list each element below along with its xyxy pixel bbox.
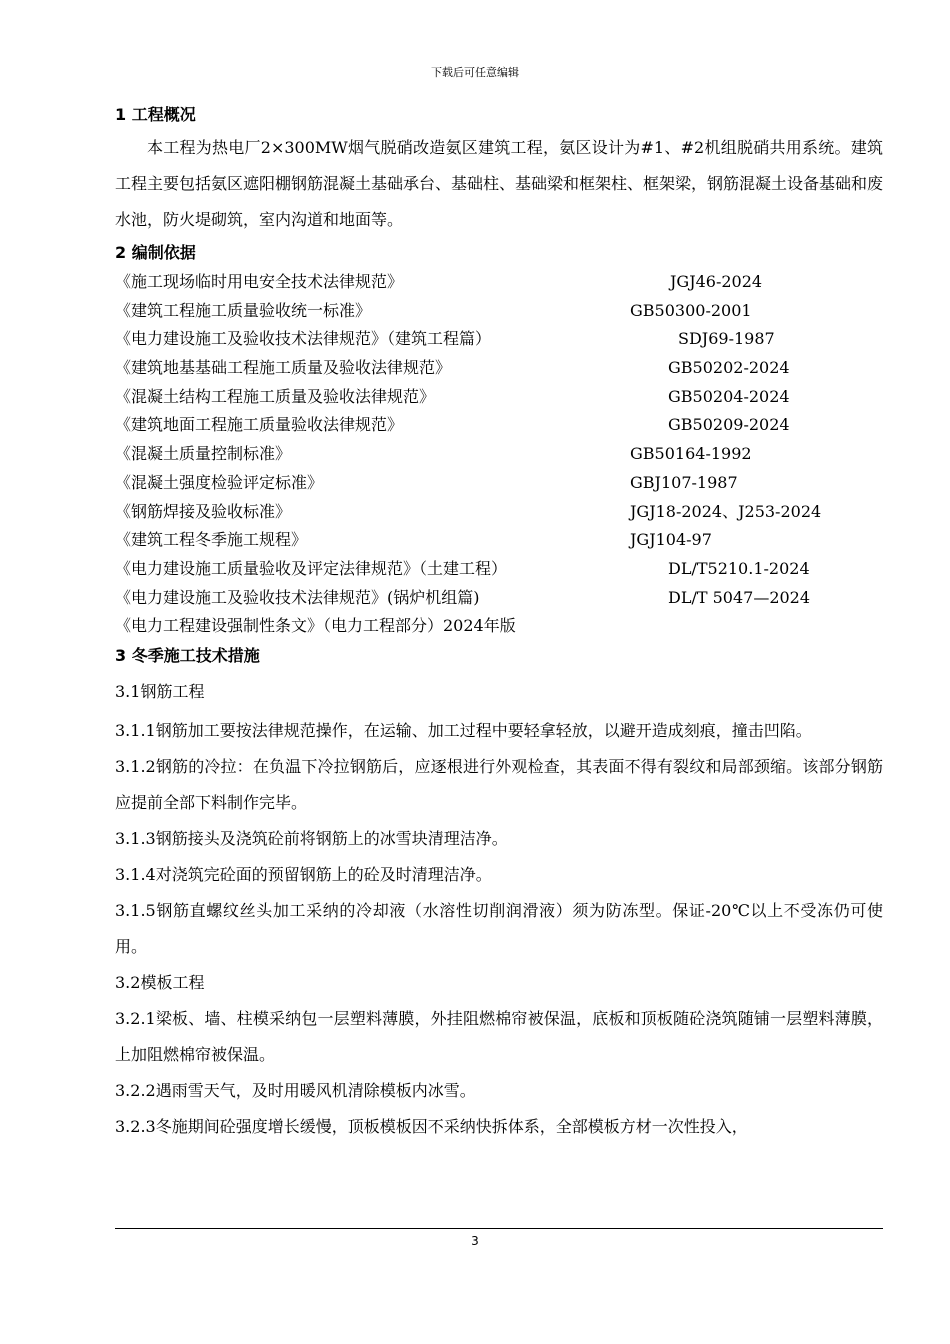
reference-list	[115, 268, 883, 641]
reference-name: 《钢筋焊接及验收标准》	[115, 501, 292, 521]
section-2-title: 2 编制依据	[115, 243, 196, 262]
reference-code: GB50300-2001	[630, 300, 752, 320]
section-1-paragraph: 本工程为热电厂2×300MW烟气脱硝改造氨区建筑工程，氨区设计为#1、#2机组脱硝共用系统。建筑工程主要包括氨区遮阳棚钢筋混凝土基础承台、基础柱、基础梁和框架柱、框架梁，钢筋混凝土设备基础和废水池，防火堤砌筑，室内沟道和地面等。	[115, 138, 884, 229]
reference-code: JGJ46-2024	[670, 272, 763, 291]
reference-code: GB50164-1992	[630, 444, 752, 464]
reference-item	[115, 555, 883, 584]
reference-name: 《电力建设施工及验收技术法律规范》(锅炉机组篇)	[115, 587, 480, 607]
section-3-title: 3 冬季施工技术措施	[115, 645, 260, 665]
subsection-3-1-title: 3.1钢筋工程	[115, 681, 205, 701]
reference-item	[115, 498, 883, 527]
section-1-title: 1 工程概况	[115, 105, 196, 124]
reference-code: SDJ69-1987	[678, 329, 775, 349]
reference-code: GBJ107-1987	[630, 472, 738, 492]
reference-item	[115, 526, 883, 555]
reference-item	[115, 325, 883, 354]
header-note: 下载后可任意编辑	[431, 66, 519, 79]
clause-3-2-3: 3.2.3冬施期间砼强度增长缓慢，顶板模板因不采纳快拆体系，全部模板方材一次性投入，	[115, 1116, 748, 1136]
reference-name: 《建筑地面工程施工质量验收法律规范》	[115, 415, 404, 435]
reference-item	[115, 383, 883, 412]
reference-item	[115, 440, 883, 469]
reference-item	[115, 411, 883, 440]
clause-3-1-2: 3.1.2钢筋的冷拉：在负温下冷拉钢筋后，应逐根进行外观检查，其表面不得有裂纹和局部颈缩。该部分钢筋应提前全部下料制作完毕。	[115, 756, 883, 812]
reference-code: GB50204-2024	[668, 386, 790, 406]
reference-code: GB50209-2024	[668, 415, 790, 435]
reference-code: JGJ104-97	[630, 530, 712, 550]
clause-3-1-3: 3.1.3钢筋接头及浇筑砼前将钢筋上的冰雪块清理洁净。	[115, 828, 508, 848]
reference-item	[115, 268, 883, 297]
reference-name: 《建筑工程冬季施工规程》	[115, 530, 308, 550]
reference-item	[115, 354, 883, 383]
reference-item	[115, 584, 883, 613]
reference-name: 《施工现场临时用电安全技术法律规范》	[115, 272, 404, 291]
reference-name: 《建筑地基基础工程施工质量及验收法律规范》	[115, 358, 452, 378]
clause-3-1-5: 3.1.5钢筋直螺纹丝头加工采纳的冷却液（水溶性切削润滑液）须为防冻型。保证-20℃以上不受冻仍可使用。	[115, 900, 883, 956]
footer-rule	[115, 1228, 883, 1229]
document-body	[115, 100, 883, 1145]
reference-code: DL/T 5047—2024	[668, 587, 811, 607]
reference-name: 《混凝土结构工程施工质量及验收法律规范》	[115, 386, 436, 406]
clause-3-1-1: 3.1.1钢筋加工要按法律规范操作，在运输、加工过程中要轻拿轻放，以避开造成刻痕，撞击凹陷。	[115, 720, 812, 740]
clause-3-2-1: 3.2.1梁板、墙、柱模采纳包一层塑料薄膜，外挂阻燃棉帘被保温，底板和顶板随砼浇筑随铺一层塑料薄膜，上加阻燃棉帘被保温。	[115, 1008, 883, 1064]
reference-item	[115, 469, 883, 498]
clause-3-2-2: 3.2.2遇雨雪天气，及时用暖风机清除模板内冰雪。	[115, 1080, 476, 1100]
reference-code: JGJ18-2024、J253-2024	[630, 501, 822, 521]
page-number: 3	[471, 1234, 479, 1248]
reference-name: 《混凝土质量控制标准》	[115, 444, 292, 464]
reference-code: DL/T5210.1-2024	[668, 558, 810, 578]
reference-item	[115, 297, 883, 326]
reference-name: 《混凝土强度检验评定标准》	[115, 472, 324, 492]
reference-name: 《电力工程建设强制性条文》（电力工程部分）2024年版	[115, 616, 516, 636]
reference-item	[115, 612, 883, 641]
reference-name: 《建筑工程施工质量验收统一标准》	[115, 300, 372, 320]
reference-name: 《电力建设施工及验收技术法律规范》（建筑工程篇）	[115, 329, 492, 349]
clause-3-1-4: 3.1.4对浇筑完砼面的预留钢筋上的砼及时清理洁净。	[115, 864, 492, 884]
reference-code: GB50202-2024	[668, 358, 790, 378]
subsection-3-2-title: 3.2模板工程	[115, 972, 205, 992]
reference-name: 《电力建设施工质量验收及评定法律规范》（土建工程）	[115, 558, 508, 578]
